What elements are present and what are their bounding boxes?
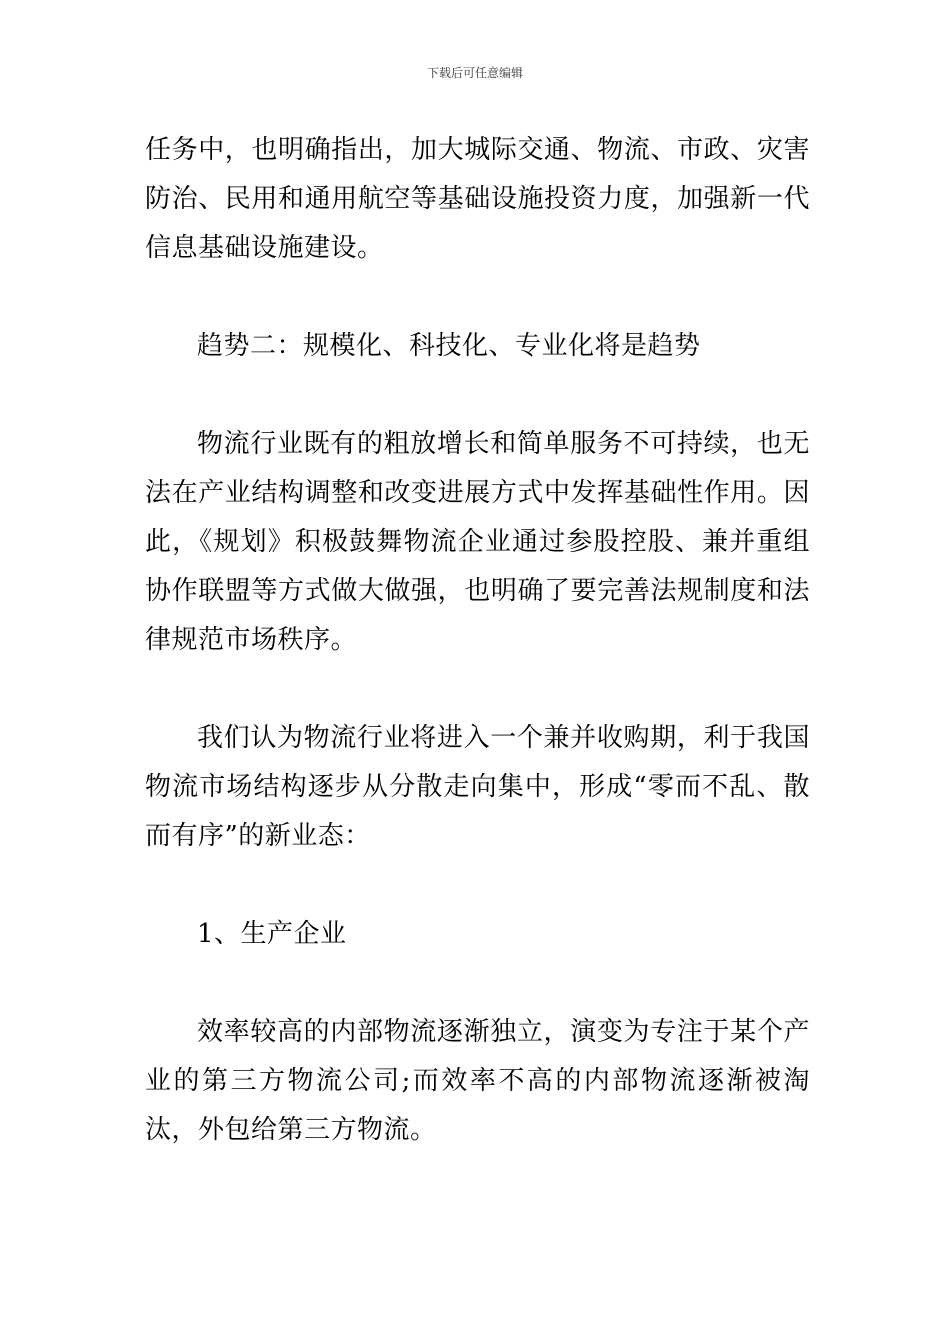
document-body	[145, 126, 810, 1155]
paragraph-logistics-growth: 物流行业既有的粗放增长和简单服务不可持续，也无法在产业结构调整和改变进展方式中发挥基础性作用。因此，《规划》积极鼓舞物流企业通过参股控股、兼并重组协作联盟等方式做大做强，也明确了要完善法规制度和法律规范市场秩序。	[145, 429, 810, 655]
page-header-note: 下载后可任意编辑	[426, 66, 523, 80]
paragraph-merger-period: 我们认为物流行业将进入一个兼并收购期，利于我国物流市场结构逐步从分散走向集中，形成“零而不乱、散而有序”的新业态：	[145, 723, 810, 851]
paragraph-continuation: 任务中，也明确指出，加大城际交通、物流、市政、灾害防治、民用和通用航空等基础设施投资力度，加强新一代信息基础设施建设。	[145, 135, 810, 263]
section-heading-trend-two: 趋势二：规模化、科技化、专业化将是趋势	[197, 331, 701, 361]
list-item-production-enterprises: 1、生产企业	[197, 919, 347, 949]
paragraph-gap	[145, 371, 810, 420]
paragraph-gap	[145, 861, 810, 910]
paragraph-gap	[145, 959, 810, 1008]
paragraph-gap	[145, 665, 810, 714]
paragraph-gap	[145, 273, 810, 322]
paragraph-internal-logistics: 效率较高的内部物流逐渐独立，演变为专注于某个产业的第三方物流公司;而效率不高的内部物流逐渐被淘汰，外包给第三方物流。	[145, 1017, 810, 1145]
